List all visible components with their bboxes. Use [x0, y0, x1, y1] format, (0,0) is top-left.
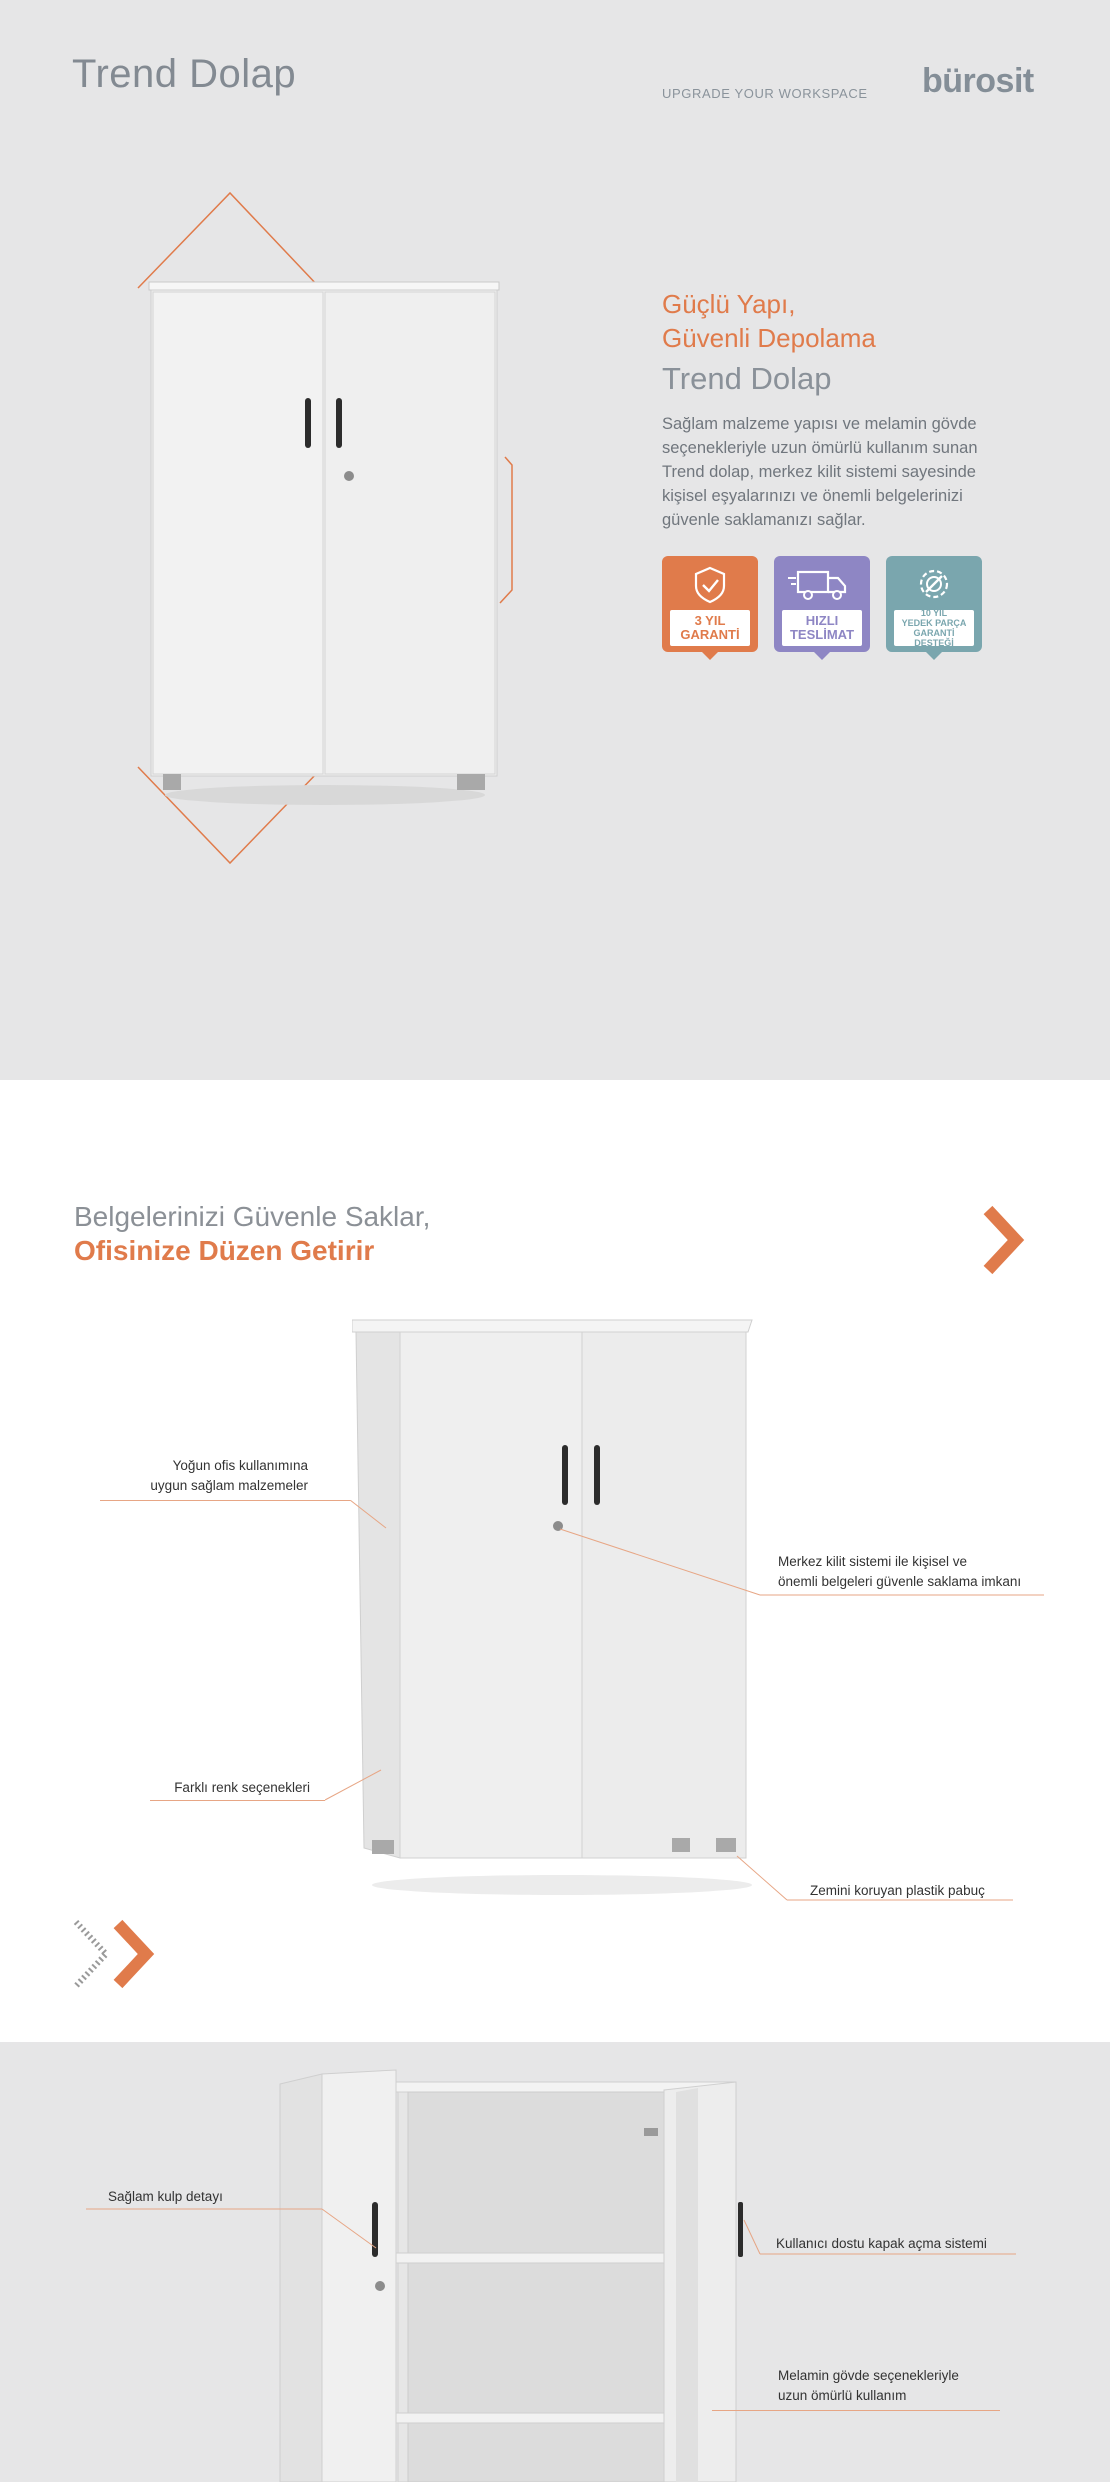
decorative-chevrons-icon — [72, 1918, 158, 1990]
badge-tail — [700, 650, 720, 660]
brand-logo[interactable]: bürosit — [922, 62, 1034, 100]
badge-tail — [812, 650, 832, 660]
hero-headline-line2: Güvenli Depolama — [662, 323, 876, 353]
callout-materials — [138, 1456, 308, 1496]
warranty-badge-line2: GARANTİ — [680, 627, 740, 642]
callout-leader — [86, 2208, 386, 2252]
callout-line — [100, 1500, 350, 1501]
delivery-truck-icon — [774, 562, 870, 606]
callout-body — [778, 2366, 1018, 2406]
delivery-badge-line2: TESLİMAT — [789, 627, 855, 642]
cabinet-angle-image — [352, 1310, 762, 1900]
spare-parts-badge-line1: 10 YIL — [920, 608, 948, 618]
page-title: Trend Dolap — [72, 52, 297, 96]
spare-parts-badge-line3: GARANTİ DESTEĞİ — [913, 628, 955, 648]
hero-headline — [662, 287, 876, 355]
shield-check-icon — [662, 562, 758, 606]
warranty-badge-line1: 3 YIL — [694, 613, 726, 628]
callout-materials-line1: Yoğun ofis kullanımına — [172, 1458, 308, 1473]
product-description: Sağlam malzeme yapısı ve melamin gövde seçenekleriyle uzun ömürlü kullanım sunan Trend dolap, merkez kilit sistemi sayesinde kişisel eşyalarınızı ve önemli belgelerinizi güvenle saklamanızı sağlar. — [662, 415, 978, 529]
cabinet-open-image — [276, 2068, 746, 2482]
callout-door: Kullanıcı dostu kapak açma sistemi — [776, 2236, 987, 2251]
callout-leader — [740, 2218, 1020, 2258]
callout-body-line1: Melamin gövde seçenekleriyle — [778, 2368, 959, 2383]
callout-handle: Sağlam kulp detayı — [108, 2189, 223, 2204]
delivery-badge-label — [782, 610, 862, 646]
callout-line — [150, 1800, 325, 1801]
cabinet-front-image — [145, 280, 505, 810]
callout-line — [712, 2410, 1000, 2411]
callout-leader — [735, 1854, 1015, 1902]
hero-section — [0, 0, 1110, 1080]
warranty-badge-label — [670, 610, 750, 646]
callout-materials-line2: uygun sağlam malzemeler — [150, 1478, 308, 1493]
callout-leader — [325, 1768, 385, 1802]
gear-wrench-icon — [886, 562, 982, 606]
callout-lock-line2: önemli belgeleri güvenle saklama imkanı — [778, 1574, 1022, 1589]
callout-body-line2: uzun ömürlü kullanım — [778, 2388, 907, 2403]
callout-colors: Farklı renk seçenekleri — [174, 1780, 310, 1795]
hero-headline-line1: Güçlü Yapı, — [662, 289, 796, 319]
spare-parts-badge-line2: YEDEK PARÇA — [901, 618, 967, 628]
product-name: Trend Dolap — [662, 361, 832, 396]
callout-leader — [556, 1525, 1046, 1597]
callout-feet: Zemini koruyan plastik pabuç — [810, 1883, 985, 1898]
warranty-badge — [662, 556, 758, 652]
callout-leader — [350, 1500, 390, 1532]
callout-lock-line1: Merkez kilit sistemi ile kişisel ve — [778, 1554, 968, 1569]
spare-parts-badge-label — [894, 610, 974, 646]
features-title-line1: Belgelerinizi Güvenle Saklar, — [74, 1201, 431, 1232]
chevron-right-icon[interactable] — [982, 1204, 1026, 1276]
tagline: UPGRADE YOUR WORKSPACE — [662, 86, 868, 101]
badge-tail — [924, 650, 944, 660]
delivery-badge — [774, 556, 870, 652]
spare-parts-badge — [886, 556, 982, 652]
features-title-line2: Ofisinize Düzen Getirir — [74, 1235, 375, 1266]
delivery-badge-line1: HIZLI — [805, 613, 839, 628]
